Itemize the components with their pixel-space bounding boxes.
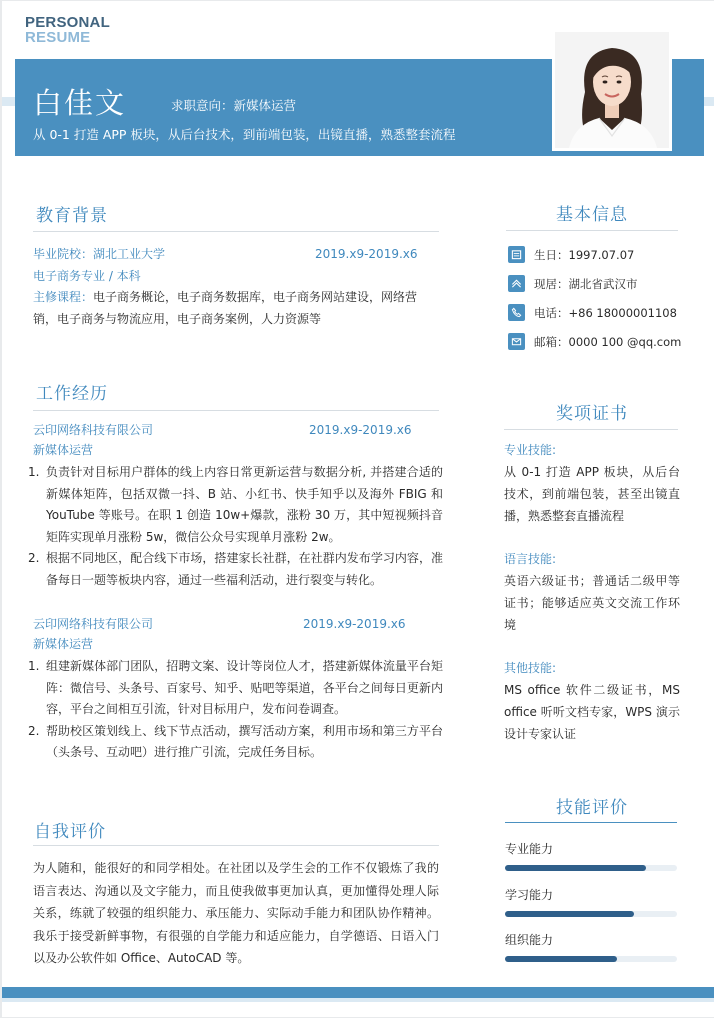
job-role: 新媒体运营 [33,637,94,651]
job-duties [28,656,443,764]
award-professional [504,439,680,527]
profile-photo [552,29,672,151]
mail-icon [508,333,525,350]
skill-item [505,885,677,917]
skill-label: 学习能力 [505,888,554,902]
award-other [504,657,680,745]
info-text: 生日：1997.07.07 [534,247,635,262]
education-courses-line [33,287,441,330]
skill-bar-fill [505,865,646,871]
award-label: 语言技能: [504,552,557,566]
work-divider [33,410,439,411]
job-date: 2019.x9-2019.x6 [309,423,412,437]
education-section [33,244,441,330]
info-text: 邮箱：0000 100 @qq.com [534,334,682,349]
skill-bar-fill [505,956,617,962]
skill-bar-fill [505,911,634,917]
courses-text: 电子商务概论，电子商务数据库，电子商务网站建设，网络营销，电子商务与物流应用，电子商务案例，人力资源等 [33,290,418,326]
job-date: 2019.x9-2019.x6 [303,617,406,631]
award-text: MS office 软件二级证书，MS office 听听文档专家，WPS 演示设计专家认证 [504,683,680,741]
education-school: 毕业院校：湖北工业大学 [33,247,166,261]
award-language [504,548,680,636]
phone-icon [508,304,525,321]
info-email [508,327,688,356]
job-duty-item [28,462,443,548]
footer-accent-strip [2,998,714,1002]
duty-text: 负责针对目标用户群体的线上内容日常更新运营与数据分析, 并搭建合适的新媒体矩阵，包括双微一抖、B 站、小红书、快手知乎以及海外 FBIG 和 YouTube 等账号。在职 1 创造 10w+爆款，涨粉 30 万，其中短视频抖音矩阵实现单月涨粉 5w，微信公众号实现单月涨粉 2w。 [46,465,443,544]
candidate-name: 白佳文 [33,86,127,120]
job-company: 云印网络科技有限公司 [33,617,154,631]
skill-bar [505,865,677,871]
footer-band [2,987,714,998]
education-major: 电子商务专业 / 本科 [33,268,141,283]
basic-info-title: 基本信息 [556,205,628,225]
info-text: 现居：湖北省武汉市 [534,276,638,291]
info-residence [508,269,688,298]
job-entry-1 [28,420,443,591]
skill-item [505,839,677,871]
skill-bar [505,956,677,962]
location-icon [508,275,525,292]
brand-logo [25,15,110,45]
portrait-image [555,32,669,148]
work-title: 工作经历 [36,384,108,404]
skills-divider [505,822,677,823]
award-label: 其他技能: [504,661,557,675]
education-divider [33,231,439,232]
skill-label: 专业能力 [505,842,554,856]
education-title: 教育背景 [36,206,108,226]
info-text: 电话：+86 18000001108 [534,305,677,320]
awards-title: 奖项证书 [556,404,628,424]
basic-info-list [508,240,688,356]
job-duty-item [28,721,443,764]
job-duty-item [28,656,443,721]
info-phone [508,298,688,327]
duty-text: 组建新媒体部门团队，招聘文案、设计等岗位人才，搭建新媒体流量平台矩阵：微信号、头条号、百家号、知乎、贴吧等渠道，各平台之间每日更新内容，平台之间相互引流，针对目标用户，发布问卷调查。 [46,659,443,716]
skills-title: 技能评价 [556,798,628,818]
info-birthday [508,240,688,269]
basic-info-divider [506,230,678,231]
duty-text: 帮助校区策划线上、线下节点活动，撰写活动方案，利用市场和第三方平台（头条号、互动吧）进行推广引流，完成任务目标。 [46,723,443,759]
self-eval-divider [33,845,439,846]
resume-page [2,1,714,1017]
education-date: 2019.x9-2019.x6 [315,247,418,261]
self-eval-text: 为人随和，能很好的和同学相处。在社团以及学生会的工作不仅锻炼了我的语言表达、沟通以及文字能力，而且使我做事更加认真，更加懂得处理人际关系，练就了较强的组织能力、承压能力、实际动手能力和团队协作精神。我乐于接受新鲜事物，有很强的自学能力和适应能力，自学德语、日语入门以及办公软件如 Office、AutoCAD 等。 [33,861,439,965]
job-duty-item [28,548,443,591]
duty-number: 1. [28,465,40,479]
duty-number: 1. [28,659,40,673]
job-intent: 求职意向：新媒体运营 [171,98,297,113]
job-duties [28,462,443,591]
skill-item [505,930,677,962]
self-eval-title: 自我评价 [34,822,106,842]
duty-text: 根据不同地区，配合线下市场，搭建家长社群，在社群内发布学习内容，准备每日一题等板块内容，通过一些福利活动，进行裂变与转化。 [46,551,443,587]
job-role: 新媒体运营 [33,443,94,457]
brand-line-1: PERSONAL [25,14,110,31]
award-label: 专业技能: [504,443,557,457]
award-text: 从 0-1 打造 APP 板块，从后台技术，到前端包装，甚至出镜直播，熟悉整套直播流程 [504,465,680,523]
duty-number: 2. [28,551,40,565]
skill-bar [505,911,677,917]
job-entry-2 [28,614,443,764]
calendar-icon [508,246,525,263]
duty-number: 2. [28,723,40,738]
brand-line-2: RESUME [25,29,91,46]
award-text: 英语六级证书；普通话二级甲等证书；能够适应英文交流工作环境 [504,574,680,632]
job-company: 云印网络科技有限公司 [33,423,154,437]
header-tagline: 从 0-1 打造 APP 板块，从后台技术，到前端包装，出镜直播，熟悉整套流程 [33,127,456,142]
awards-divider [504,429,678,430]
courses-label: 主修课程： [33,290,94,304]
skill-label: 组织能力 [505,933,554,947]
